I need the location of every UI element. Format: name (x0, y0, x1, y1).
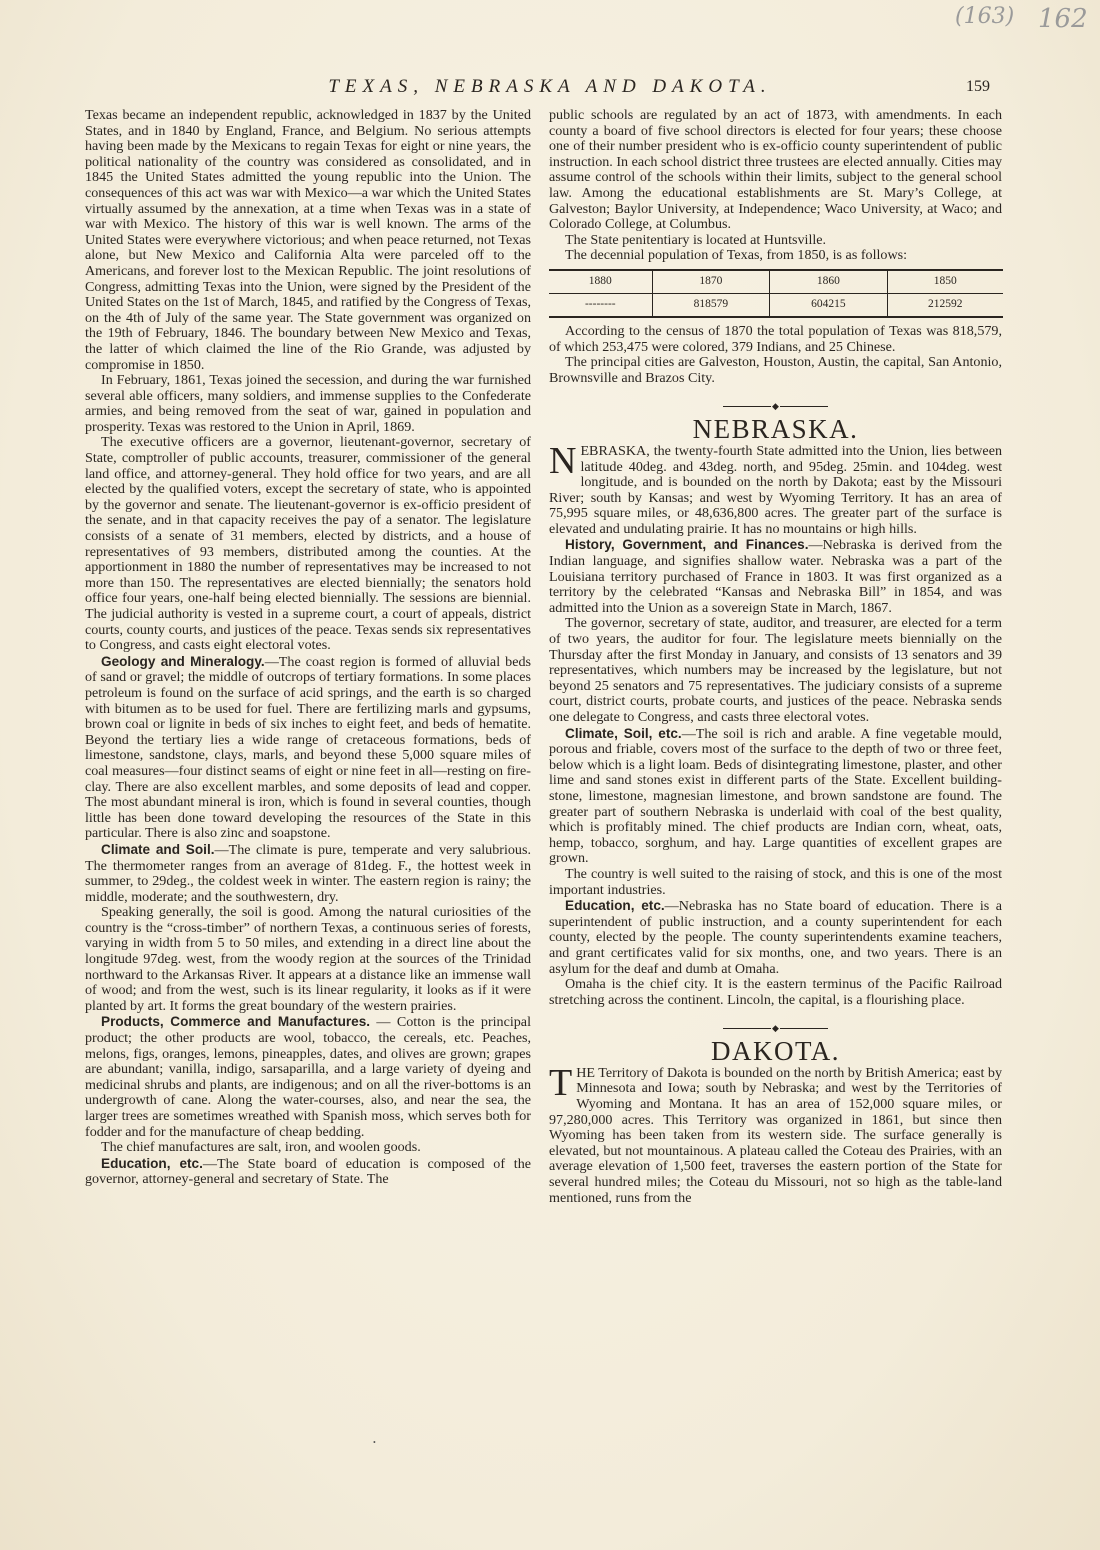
section-title-dakota: DAKOTA. (710, 1036, 841, 1067)
paragraph (549, 726, 1002, 867)
section-divider (549, 400, 1002, 412)
section-heading: History, Government, and Finances. (565, 537, 809, 553)
paragraph: In February, 1861, Texas joined the secession, and during the war furnished several able officers, many soldiers, and immense supplies to the Confederate armies, and being removed from the seat of war, gained in population and prosperity. Texas was restored to the Union in April, 1869. (85, 372, 531, 435)
right-column (549, 108, 1002, 1206)
paragraph (85, 842, 531, 905)
section-heading: Products, Commerce and Manufactures. (101, 1014, 371, 1030)
paragraph (85, 1014, 531, 1140)
table-header-cell: 1860 (770, 270, 888, 294)
paragraph: The executive officers are a governor, lieutenant-governor, secretary of State, comptroller of public accounts, treasurer, commissioner of the general land office, and attorney-general. They hold office for two years, and are all elected by the qualified voters, except the secretary of state, who is appointed by the governor and senate. The lieutenant-governor is ex-officio president of the senate, and in that capacity receives the pay of a senator. The legislature consists of a senate of 31 members, elected by districts, and a house of representatives of 93 members, distributed among the counties. At the apportionment in 1880 the number of representatives may be increased to not more than 150. The representatives are elected biennially; the senators hold office four years, one-half being elected biennially. The sessions are biennial. The judicial authority is vested in a supreme court, a court of appeals, district courts, county courts, and justices of the peace. Texas sends six representatives to Congress, and casts eight electoral votes. (85, 434, 531, 654)
paragraph-text: HE Territory of Dakota is bounded on the north by British America; east by Minnesota and Iowa; south by Nebraska; and west by the Territories of Wyoming and Montana. It has an area of 152,000 square miles, or 97,280,000 acres. This Territory was organized in 1861, but since then Wyoming has been taken from its western side. The surface generally is elevated, but not mountainous. A plateau called the Coteau des Prairies, with an average elevation of 1,500 feet, traverses the eastern portion of the State for several hundred miles; the Coteau du Missouri, not so high as the table-land mentioned, runs from the (549, 1064, 1003, 1206)
page-number: 159 (966, 78, 990, 95)
paragraph: The principal cities are Galveston, Houston, Austin, the capital, San Antonio, Brownsville and Brazos City. (549, 354, 1002, 386)
table-header-cell: 1870 (652, 270, 770, 294)
drop-cap: T (549, 1061, 573, 1104)
table-row (549, 270, 1003, 294)
table-header-cell: 1880 (549, 270, 652, 294)
paragraph-text: EBRASKA, the twenty-fourth State admitted into the Union, lies between latitude 40deg. and 43deg. north, and 95deg. 25min. and 104deg. west longitude, and is bounded on the north by Dakota; east by the Missouri River; south by Kansas; and west by Wyoming Territory. It has an area of 75,995 square miles, or 48,636,800 acres. The greater part of the surface is elevated and undulating prairie. It has no mountains or high hills. (549, 442, 1002, 537)
divider-line (723, 1028, 771, 1029)
table-header-cell: 1850 (887, 270, 1003, 294)
section-heading: Climate, Soil, etc. (565, 725, 682, 741)
paragraph-text: —The climate is pure, temperate and very salubrious. The thermometer ranges from an average of 81deg. F., the hottest week in summer, to 29deg., the coldest week in winter. The eastern region is rainy; the middle, moderate; and the southwestern, dry. (85, 841, 531, 905)
table-cell: 818579 (652, 293, 770, 317)
paragraph: The governor, secretary of state, auditor, and treasurer, are elected for a term of two years, the auditor for four. The legislature meets biennially on the Thursday after the first Monday in January, and consists of 13 senators and 39 representatives, which numbers may be increased by the legislature, but not beyond 25 senators and 75 representatives. The judiciary consists of a supreme court, district courts, probate courts, and justices of the peace. Nebraska sends one delegate to Congress, and casts three electoral votes. (549, 615, 1002, 725)
section-title-nebraska: NEBRASKA. (692, 414, 859, 445)
paragraph: The State penitentiary is located at Huntsville. (565, 231, 827, 248)
paragraph-text: —Nebraska is derived from the Indian language, and signifies shallow water. Nebraska was a part of the Louisiana territory purchased of France in 1803. It was first organized as a territory by the celebrated “Kansas and Nebraska Bill” in 1854, and was admitted into the Union as a sovereign State in March, 1867. (549, 537, 1002, 616)
paragraph (85, 654, 531, 842)
divider-ornament: ◆ (772, 400, 779, 411)
section-heading: Climate and Soil. (101, 841, 215, 857)
table-row (549, 293, 1003, 317)
paragraph (549, 439, 1002, 538)
running-header (80, 72, 1020, 102)
population-table (549, 269, 1003, 318)
paragraph: The country is well suited to the raising of stock, and this is one of the most important industries. (549, 865, 1002, 898)
paragraph: The chief manufactures are salt, iron, and woolen goods. (101, 1139, 421, 1156)
left-column (85, 108, 531, 1188)
paragraph: Speaking generally, the soil is good. Among the natural curiosities of the country is the “cross-timber” of northern Texas, a continuous series of forests, varying in width from 5 to 50 miles, and extending in a direct line about the longitude 97deg. west, from the woody region at the sources of the Trinidad northward to the Arkansas River. It appears at a distance like an immense wall of wood; and from the west, such is its linear regularity, it looks as if it were planted by art. It forms the great boundary of the western prairies. (85, 904, 531, 1014)
paragraph-text: —Nebraska has no State board of education. There is a superintendent of public instruction, and a county superintendent for each county, elected by the people. The county superintendents examine teachers, and grant certificates valid for six months, one, and two years. There is an asylum for the deaf and dumb at Omaha. (549, 898, 1002, 977)
paragraph-text: —The State board of education is composed of the governor, attorney-general and secretary of State. The (85, 1155, 531, 1188)
section-divider (549, 1022, 1002, 1034)
divider-ornament: ◆ (772, 1022, 779, 1033)
paragraph: The decennial population of Texas, from 1850, is as follows: (565, 247, 908, 264)
paragraph (549, 898, 1002, 977)
table-cell: -------- (549, 293, 652, 317)
running-title: TEXAS, NEBRASKA AND DAKOTA. (328, 76, 772, 97)
paragraph-text: —The coast region is formed of alluvial beds of sand or gravel; the middle of outcrops of tertiary formations. In some places petroleum is found on the surface of acid springs, and the earth is so charged with bitumen as to be used for fuel. There are fertilizing marls and gypsums, brown coal or lignite in beds of six inches to eight feet, and beds of hematite. Beyond the tertiary lies a wide range of cretaceous formations, beds of limestone, sandstone, clays, marls, and beyond these 5,000 square miles of coal measures—four distinct seams of eight or nine feet in all—resting on fire-clay. There are also excellent marbles, and some deposits of lead and copper. The most abundant mineral is iron, which is found in several counties, though little has been done toward developing the resources of the State in this particular. There is also zinc and soapstone. (85, 653, 531, 842)
divider-line (780, 1028, 828, 1029)
divider-line (723, 406, 771, 407)
paragraph (549, 1061, 1003, 1206)
paragraph: Texas became an independent republic, acknowledged in 1837 by the United States, and in 1840 by England, France, and Belgium. No serious attempts having been made by the Mexicans to regain Texas for eight or nine years, the political nationality of the country was considered as consolidated, and in 1845 the United States admitted the young republic into the Union. The consequences of this act was war with Mexico—a war which the United States virtually assumed by the annexation, at a time when Texas was in a state of war with Mexico. The history of this war is well known. The arms of the United States were everywhere victorious; and when peace returned, not Texas alone, but New Mexico and California Alta were parceled off to the Americans, and forever lost to the Mexican Republic. The joint resolutions of Congress, admitting Texas into the Union, were signed by the President of the United States on the 1st of March, 1845, and ratified by the Congress of Texas, on the 4th of July of the same year. The State government was organized on the 19th of February, 1846. The boundary between New Mexico and Texas, the latter of which claimed the line of the Rio Grande, was adjusted by compromise in 1850. (85, 107, 531, 373)
pencil-annotation: 162 (1038, 4, 1088, 34)
paragraph: public schools are regulated by an act of 1873, with amendments. In each county a board of five school directors is elected for four years; these choose one of their number president who is ex-officio county superintendent of public instruction. In each school district three trustees are elected annually. Cities may assume control of the schools within their limits, subject to the general school law. Among the educational establishments are St. Mary’s College, at Galveston; Baylor University, at Independence; Waco University, at Waco; and Colorado College, at Columbus. (549, 107, 1002, 233)
table-cell: 212592 (887, 293, 1003, 317)
paragraph-text: — Cotton is the principal product; the other products are wool, tobacco, the cereals, etc. Peaches, melons, figs, oranges, lemons, pineapples, dates, and olives are grown; grapes are abundant; vanilla, indigo, sarsaparilla, and a large variety of dyeing and medicinal shrubs and plants, are indigenous; and on all the river-bottoms is an undergrowth of cane. Along the water-courses, also, and near the sea, the larger trees are sometimes wreathed with Spanish moss, which serves both for fodder and for the manufacture of cheap bedding. (85, 1014, 531, 1140)
table-cell: 604215 (770, 293, 888, 317)
drop-cap: N (549, 439, 577, 482)
divider-line (780, 406, 828, 407)
paragraph: Omaha is the chief city. It is the eastern terminus of the Pacific Railroad stretching across the continent. Lincoln, the capital, is a flourishing place. (549, 976, 1002, 1008)
section-heading: Education, etc. (565, 898, 665, 914)
paragraph (85, 1156, 531, 1188)
pencil-annotation: (163) (955, 4, 1015, 29)
section-heading: Geology and Mineralogy. (101, 653, 265, 669)
paragraph-text: —The soil is rich and arable. A fine vegetable mould, porous and friable, covers most of the surface to the depth of two or three feet, below which is a light loam. Beds of disintegrating limestone, plaster, and other lime and sand stones exist in different parts of the State. Excellent building-stone, limestone, magnesian limestone, and brown sandstone are found. The greater part of southern Nebraska is underlaid with coal of the best quality, which is profitably mined. The chief products are Indian corn, wheat, oats, hemp, tobacco, sorghum, and hay. Large quantities of excellent grapes are grown. (549, 725, 1002, 867)
paragraph (549, 537, 1002, 616)
ink-speck: • (373, 1438, 376, 1447)
section-heading: Education, etc. (101, 1155, 203, 1171)
paragraph: According to the census of 1870 the total population of Texas was 818,579, of which 253,475 were colored, 379 Indians, and 25 Chinese. (549, 322, 1002, 355)
